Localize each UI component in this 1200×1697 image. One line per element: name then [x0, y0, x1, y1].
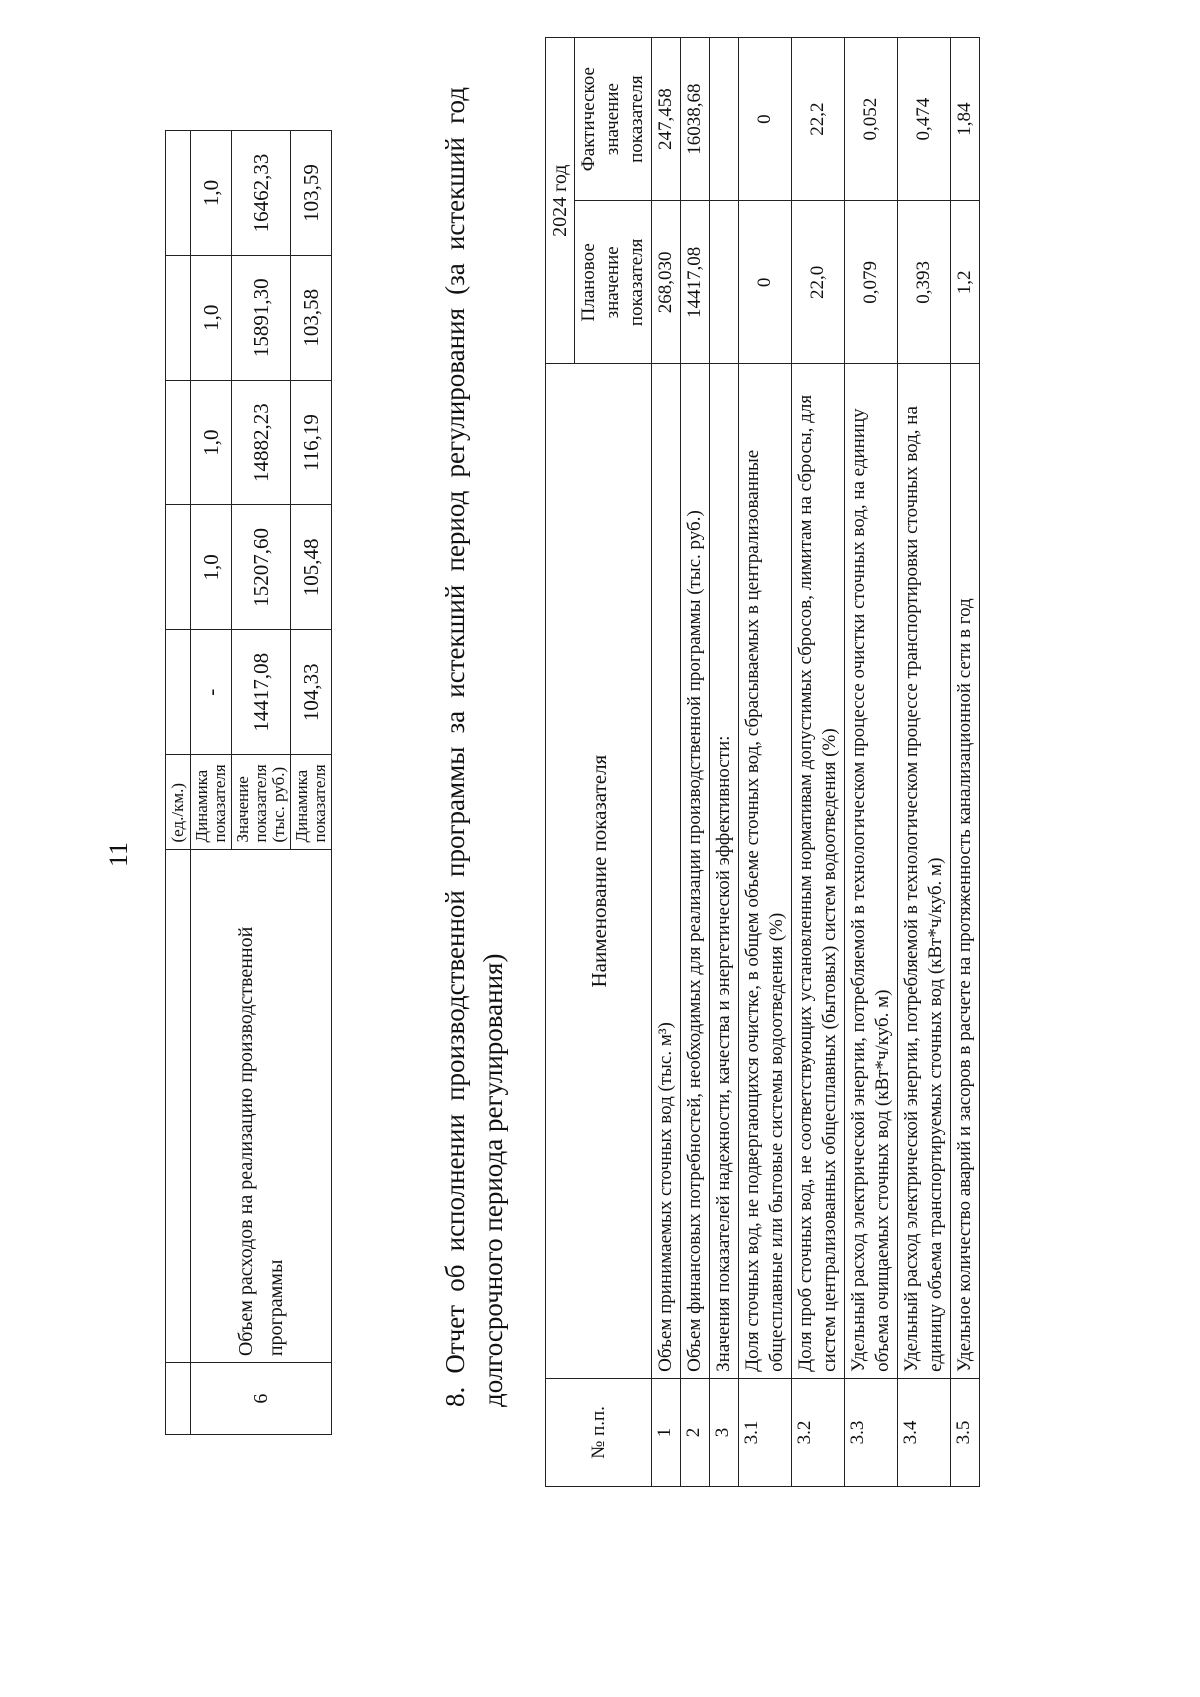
- table-cell: [166, 849, 191, 1363]
- sub-row-label: Значение показателя (тыс. руб.): [232, 755, 291, 849]
- table-cell: [166, 630, 191, 755]
- value-cell: 1,0: [191, 255, 232, 380]
- table-row: [739, 38, 792, 1487]
- header-number: № п.п.: [546, 1378, 652, 1486]
- planned-value: [710, 201, 739, 364]
- section-title: 8. Отчет об исполнении производственной программы за истекший период регулирования (за истекший год долгосрочного периода регулирования): [440, 87, 508, 1407]
- unit-fragment-cell: (ед./км.): [166, 755, 191, 849]
- value-cell: -: [191, 630, 232, 755]
- table-cell: [166, 505, 191, 630]
- actual-value: 22,2: [792, 38, 845, 201]
- table-header-row: [546, 38, 575, 1487]
- row-number: 3.4: [898, 1378, 951, 1486]
- planned-value: 1,2: [951, 201, 980, 364]
- report-table: [545, 37, 980, 1487]
- row-name: Доля сточных вод, не подвергающихся очистке, в общем объеме сточных вод, сбрасываемых в централизованные общесплавные или бытовые системы водоотведения (%): [739, 364, 792, 1378]
- value-cell: 16462,33: [232, 131, 291, 256]
- row-number: 3: [710, 1378, 739, 1486]
- actual-value: 1,84: [951, 38, 980, 201]
- row-name: Доля проб сточных вод, не соответствующих установленным нормативам допустимых сбросов, лимитам на сбросы, для систем централизованных общесплавных (бытовых) систем водоотведения (%): [792, 364, 845, 1378]
- row-name: Удельное количество аварий и засоров в расчете на протяженность канализационной сети в год: [951, 364, 980, 1378]
- value-cell: 103,58: [291, 255, 332, 380]
- planned-value: 0,079: [845, 201, 898, 364]
- row-number-cell: 6: [191, 1363, 332, 1435]
- value-cell: 15207,60: [232, 505, 291, 630]
- actual-value: 247,458: [652, 38, 681, 201]
- value-cell: 15891,30: [232, 255, 291, 380]
- row-name: Удельный расход электрической энергии, потребляемой в технологическом процессе очистки сточных вод, на единицу объема очищаемых сточных вод (кВт*ч/куб. м): [845, 364, 898, 1378]
- actual-value: 0,474: [898, 38, 951, 201]
- table-row: [792, 38, 845, 1487]
- table-row: [951, 38, 980, 1487]
- table-cell: [166, 1363, 191, 1435]
- row-name: Удельный расход электрической энергии, потребляемой в технологическом процессе транспортировки сточных вод, на единицу объема транспортируемых сточных вод (кВт*ч/куб. м): [898, 364, 951, 1378]
- header-planned: Плановое значение показателя: [575, 201, 652, 364]
- value-cell: 105,48: [291, 505, 332, 630]
- planned-value: 0: [739, 201, 792, 364]
- actual-value: 0,052: [845, 38, 898, 201]
- table-row: [652, 38, 681, 1487]
- planned-value: 0,393: [898, 201, 951, 364]
- value-cell: 1,0: [191, 505, 232, 630]
- planned-value: 268,030: [652, 201, 681, 364]
- actual-value: 16038,68: [681, 38, 710, 201]
- row-number: 3.1: [739, 1378, 792, 1486]
- planned-value: 22,0: [792, 201, 845, 364]
- row-number: 1: [652, 1378, 681, 1486]
- table-row: [166, 131, 191, 1435]
- table-row: [845, 38, 898, 1487]
- table-row: [191, 131, 232, 1435]
- value-cell: 14417,08: [232, 630, 291, 755]
- value-cell: 116,19: [291, 380, 332, 505]
- header-actual: Фактическое значение показателя: [575, 38, 652, 201]
- row-number: 2: [681, 1378, 710, 1486]
- row-name-cell: Объем расходов на реализацию производственной программы: [191, 849, 332, 1363]
- sub-row-label: Динамика показателя: [291, 755, 332, 849]
- value-cell: 14882,23: [232, 380, 291, 505]
- header-name: Наименование показателя: [546, 364, 652, 1378]
- table-row: [710, 38, 739, 1487]
- value-cell: 1,0: [191, 380, 232, 505]
- row-number: 3.2: [792, 1378, 845, 1486]
- actual-value: [710, 38, 739, 201]
- row-name: Объем принимаемых сточных вод (тыс. м³): [652, 364, 681, 1378]
- planned-value: 14417,08: [681, 201, 710, 364]
- table-cell: [166, 131, 191, 256]
- row-name: Объем финансовых потребностей, необходимых для реализации производственной программы (тыс. руб.): [681, 364, 710, 1378]
- row-name: Значения показателей надежности, качества и энергетической эффективности:: [710, 364, 739, 1378]
- expenses-table: [165, 130, 332, 1435]
- row-number: 3.3: [845, 1378, 898, 1486]
- header-year: 2024 год: [546, 38, 575, 364]
- actual-value: 0: [739, 38, 792, 201]
- table-cell: [166, 255, 191, 380]
- value-cell: 104,33: [291, 630, 332, 755]
- value-cell: 1,0: [191, 131, 232, 256]
- sub-row-label: Динамика показателя: [191, 755, 232, 849]
- value-cell: 103,59: [291, 131, 332, 256]
- table-row: [898, 38, 951, 1487]
- table-row: [681, 38, 710, 1487]
- row-number: 3.5: [951, 1378, 980, 1486]
- page-number: 11: [104, 841, 133, 867]
- table-cell: [166, 380, 191, 505]
